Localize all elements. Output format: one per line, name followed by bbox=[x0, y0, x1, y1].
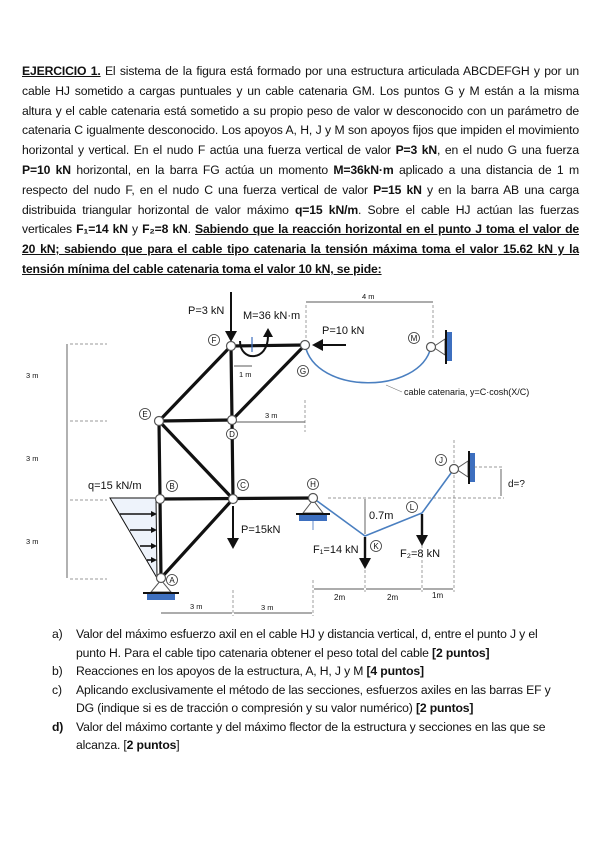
question-a: a) Valor del máximo esfuerzo axil en el cable HJ y distancia vertical, d, entre el punto J y el punto H. Para el cable tipo catenaria obtener el peso total del cable [2 puntos] bbox=[52, 627, 538, 660]
catenary-cable bbox=[305, 345, 431, 383]
dim-label: 1 m bbox=[239, 370, 252, 379]
cable-hj bbox=[313, 469, 454, 536]
cable-note: cable catenaria, y=C·cosh(X/C) bbox=[404, 387, 530, 397]
moment-load bbox=[240, 310, 300, 356]
load-p-g bbox=[312, 325, 365, 351]
svg-text:D: D bbox=[229, 430, 235, 439]
statement-segment: M=36kN·m bbox=[333, 162, 394, 177]
distributed-load-q bbox=[88, 480, 157, 578]
left-dimensions bbox=[26, 344, 107, 579]
dim-label: 3 m bbox=[26, 371, 39, 380]
dim-label: d=? bbox=[508, 479, 525, 490]
statement-segment: . bbox=[187, 222, 196, 237]
svg-text:P=15kN: P=15kN bbox=[241, 524, 281, 536]
dim-label: 3 m bbox=[265, 411, 278, 420]
svg-text:P=10 kN: P=10 kN bbox=[322, 325, 365, 337]
statement-segment: Sabiendo que la reacción horizontal en el punto J toma el valor de 20 kN; sabiendo que para el cable tipo catenaria la tensión máxima toma el valor 15.62 kN y la tensión mínima del cable catenaria toma el valor 10 kN, se pide: bbox=[22, 222, 579, 276]
dim-label: 3 m bbox=[190, 602, 203, 611]
dim-label: 3 m bbox=[26, 537, 39, 546]
questions-list bbox=[52, 625, 562, 755]
dim-label: 0.7m bbox=[369, 510, 394, 522]
load-f2 bbox=[400, 514, 440, 560]
question-d: d) Valor del máximo cortante y del máximo flector de la estructura y secciones en las que se alcanza. [2 puntos] bbox=[52, 719, 546, 752]
statement-segment: P=15 kN bbox=[373, 182, 422, 197]
statement-segment: q=15 kN/m bbox=[295, 202, 359, 217]
dim-label: 3 m bbox=[261, 603, 274, 612]
load-f1 bbox=[313, 537, 371, 569]
statement-segment: F₂=8 kN bbox=[142, 222, 188, 237]
svg-text:E: E bbox=[142, 410, 148, 419]
svg-text:L: L bbox=[409, 503, 415, 512]
support-h bbox=[296, 500, 330, 530]
svg-text:J: J bbox=[439, 456, 443, 465]
svg-text:G: G bbox=[299, 367, 307, 376]
svg-text:K: K bbox=[373, 542, 379, 551]
svg-text:q=15 kN/m: q=15 kN/m bbox=[88, 480, 142, 492]
statement-segment: P=3 kN bbox=[395, 143, 438, 158]
svg-text:P=3 kN: P=3 kN bbox=[188, 305, 225, 317]
question-b: b) Reacciones en los apoyos de la estructura, A, H, J y M [4 puntos] bbox=[52, 664, 424, 678]
svg-text:M=36 kN·m: M=36 kN·m bbox=[243, 310, 301, 322]
statement-segment: El sistema de la figura está formado por una estructura articulada ABCDEFGH y por un cable HJ sometido a cargas puntuales y un cable catenaria GM. Los puntos G y M están a la misma altura y el cable catenaria está sometido a su propio peso de valor w desconocido con un parámetro de catenaria C igualmente desconocido. Los apoyos A, H, J y M son apoyos fijos que impiden el movimiento horizontal y vertical. En el nudo F actúa una fuerza vertical de valor bbox=[22, 64, 579, 158]
svg-text:C: C bbox=[240, 481, 246, 490]
dim-label: 2m bbox=[387, 593, 399, 602]
svg-text:F₁=14 kN: F₁=14 kN bbox=[313, 544, 359, 556]
dim-label: 2m bbox=[334, 593, 346, 602]
svg-text:A: A bbox=[169, 576, 175, 585]
dim-label: 1m bbox=[432, 591, 444, 600]
statement-segment: horizontal, en la barra FG actúa un momento bbox=[70, 162, 334, 177]
svg-text:F₂=8 kN: F₂=8 kN bbox=[400, 548, 441, 560]
statement-segment: y bbox=[127, 222, 143, 237]
dim-label: 4 m bbox=[362, 292, 375, 301]
statement-segment: EJERCICIO 1. bbox=[22, 64, 101, 78]
svg-text:B: B bbox=[169, 482, 175, 491]
svg-text:H: H bbox=[310, 480, 316, 489]
question-c: c) Aplicando exclusivamente el método de las secciones, esfuerzos axiles en las barras EF y DG (indique si es de tracción o compresión y su valor numérico) [2 puntos] bbox=[52, 682, 551, 715]
statement-segment: . Sobre el cable HJ actúan las fuerzas verticales bbox=[22, 202, 579, 237]
svg-text:M: M bbox=[410, 334, 418, 343]
statement-segment: , en el nudo G una fuerza bbox=[437, 143, 579, 158]
dim-label: 3 m bbox=[26, 454, 39, 463]
load-p-c bbox=[227, 506, 280, 549]
svg-text:F: F bbox=[211, 336, 217, 345]
statement-segment: F₁=14 kN bbox=[76, 222, 128, 237]
statement-segment: P=10 kN bbox=[22, 162, 71, 177]
statement-segment: aplicado a una distancia de 1 m respecto del nudo F, en el nudo C una fuerza vertical de valor bbox=[22, 162, 580, 197]
statement-segment: y en la barra AB una carga distribuida triangular horizontal de valor máximo bbox=[22, 182, 579, 217]
